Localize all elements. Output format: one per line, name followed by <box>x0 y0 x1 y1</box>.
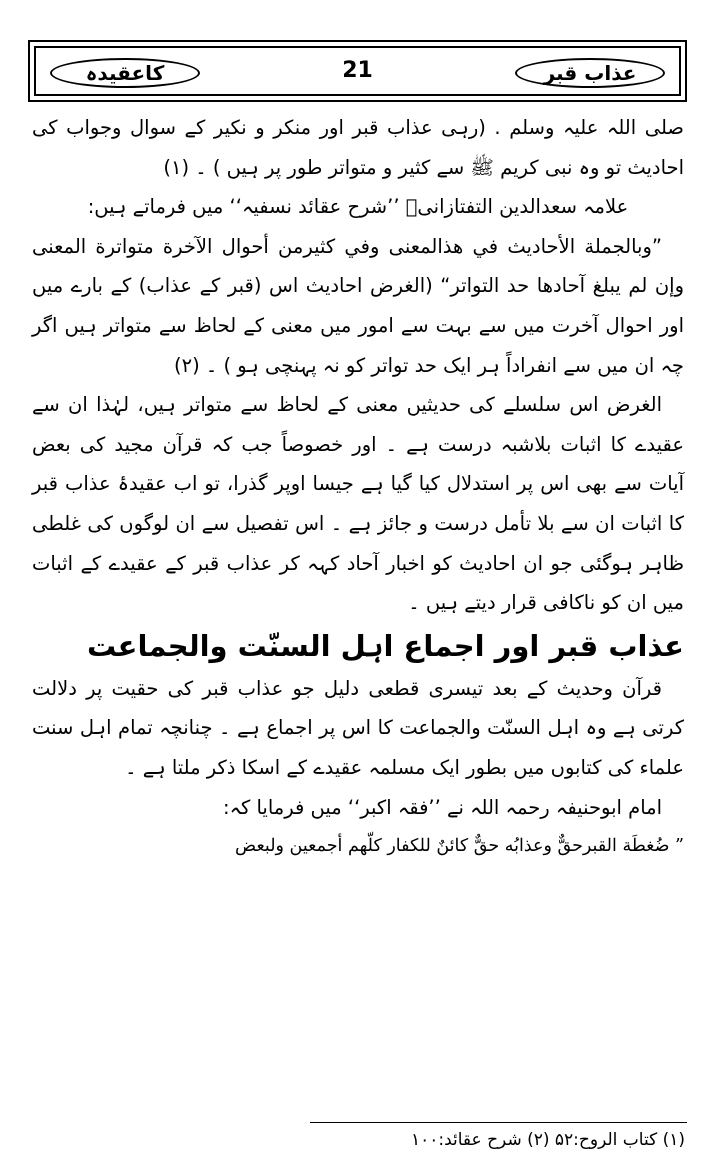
paragraph-4: الغرض اس سلسلے کی حدیثیں معنی کے لحاظ سے متواتر ہیں، لہٰذا ان سے عقیدے کا اثبات بلاشبہ درست ہے ۔ اور خصوصاً جب کہ قرآن مجید کی بعض آیات سے بھی اس پر استدلال کیا گیا ہے جیسا اوپر گذرا، تو اب عقیدۂ عذاب قبر کا اثبات ان سے بلا تأمل درست و جائز ہے ۔ اس تفصیل سے ان لوگوں کی غلطی ظاہر ہوگئی جو ان احادیث کو اخبار آحاد کہہ کر عذاب قبر کے عقیدے کے اثبات میں ان کو ناکافی قرار دیتے ہیں ۔ <box>32 393 684 615</box>
paragraph-7-arabic-quote: ” ضُغطَة القبرحقٌّ وعذابُه حقٌّ كائنٌ للكفار كلّهم أجمعين ولبعض <box>235 836 684 857</box>
paragraph-6: امام ابوحنیفہ رحمہ اللہ نے ’’فقہ اکبر‘‘ میں فرمایا کہ: <box>223 795 662 819</box>
paragraph-5: قرآن وحدیث کے بعد تیسری قطعی دلیل جو عذاب قبر کی حقیت پر دلالت کرتی ہے وہ اہل السنّت والجماعت کا اس پر اجماع ہے ۔ چنانچہ تمام اہل سنت علماء کی کتابوں میں بطور ایک مسلمہ عقیدے کے اسکا ذکر ملتا ہے ۔ <box>32 676 684 779</box>
footnote: (۱) کتاب الروح:۵۲ (۲) شرح عقائد:۱۰۰ <box>410 1130 685 1150</box>
paragraph-2: علامہ سعدالدین التفتازانیؒ ’’شرح عقائد نسفیہ‘‘ میں فرماتے ہیں: <box>87 195 629 219</box>
header-left-title: کاعقیدہ <box>50 58 200 88</box>
page-number: 21 <box>342 58 373 83</box>
footnote-divider <box>310 1122 687 1123</box>
page-body <box>32 108 684 867</box>
header-right-title: عذاب قبر <box>515 58 665 88</box>
section-heading: عذاب قبر اور اجماع اہل السنّت والجماعت <box>86 628 684 663</box>
paragraph-3: ”وبالجملة الأحاديث في هذالمعنى وفي كثيرمن أحوال الآخرة متواترة المعنى وإن لم يبلغ آحادها حد التواتر“ (الغرض احادیث اس (قبر کے عذاب) کے بارے میں اور احوال آخرت میں سے بہت سے امور میں معنی کے لحاظ سے متواتر ہیں اگر چہ ان میں سے انفراداً ہر ایک حد تواتر کو نہ پہنچی ہو ) ۔ (۲) <box>32 234 684 377</box>
header-frame-inner <box>34 46 681 96</box>
header-frame <box>28 40 687 102</box>
paragraph-1: صلی اللہ علیہ وسلم . (رہی عذاب قبر اور منکر و نکیر کے سوال وجواب کی احادیث تو وہ نبی کریم ﷺ سے کثیر و متواتر طور پر ہیں ) ۔ (۱) <box>32 116 684 179</box>
